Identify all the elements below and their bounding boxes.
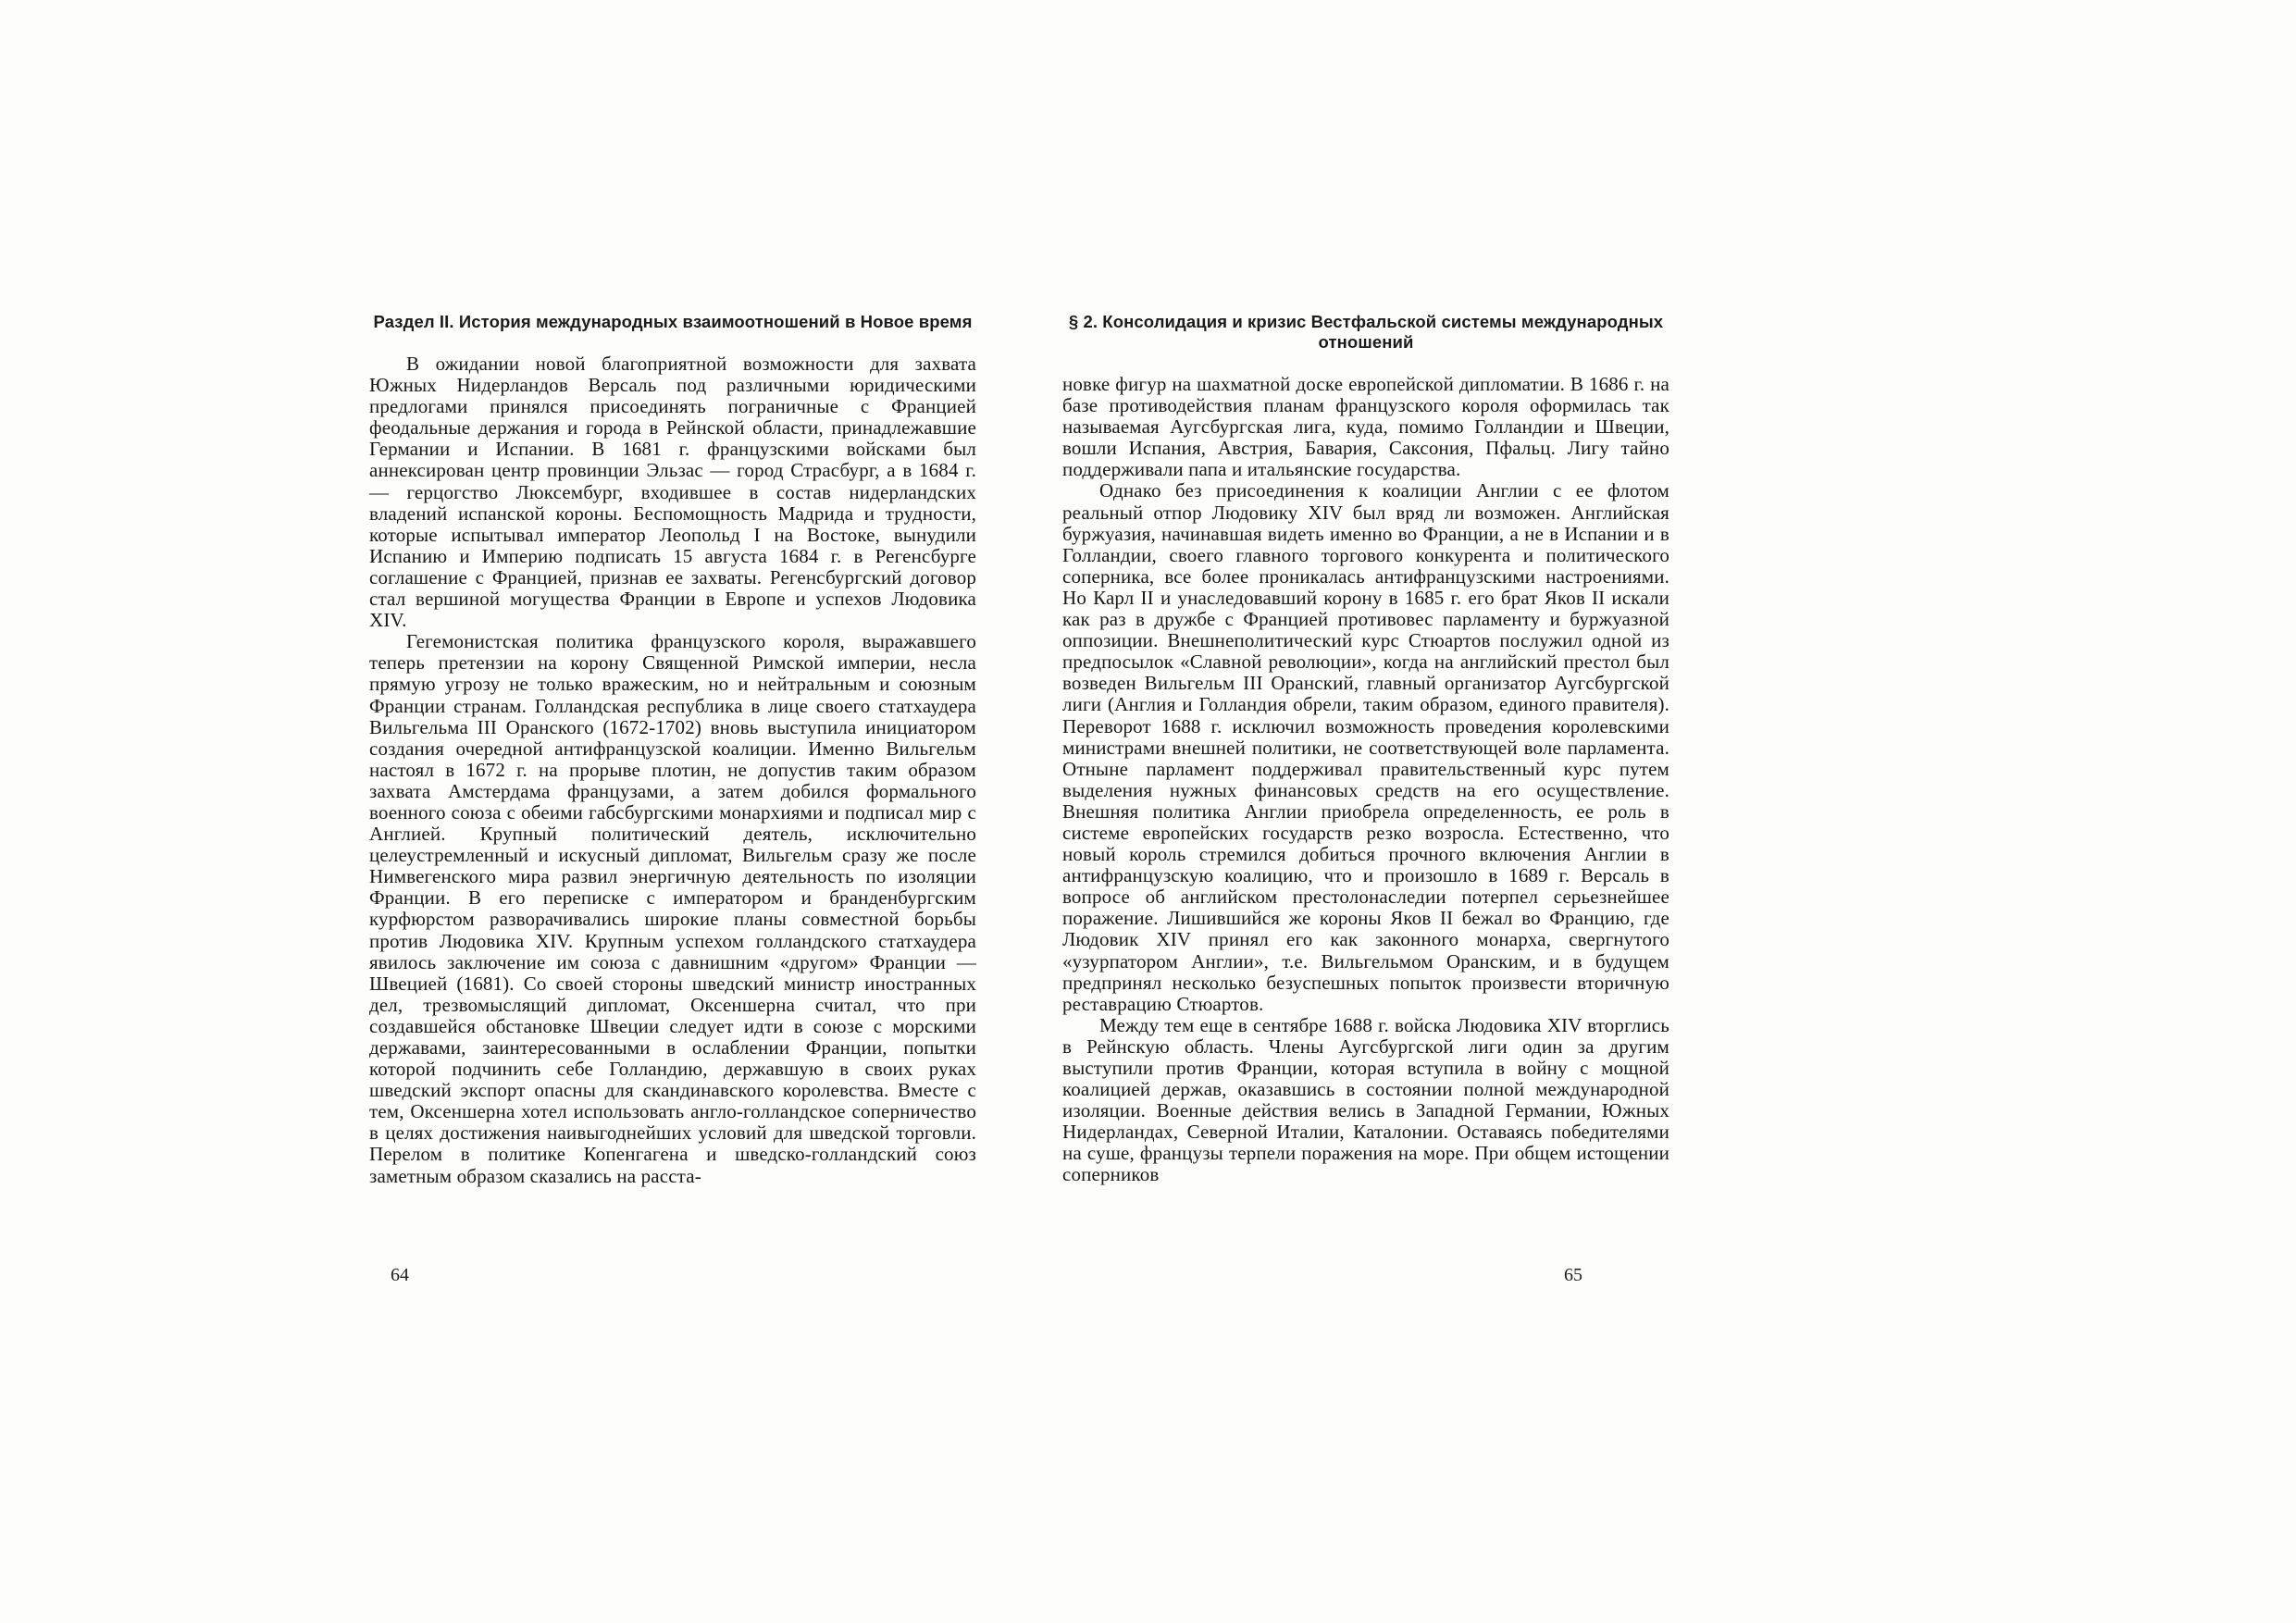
right-page-body [1062,374,1669,1186]
page-number-left: 64 [391,1265,409,1285]
paragraph: В ожидании новой благоприятной возможности для захвата Южных Нидерландов Версаль под различными юридическими предлогами принялся присоединять пограничные с Францией феодальные держания и города в Рейнской области, принадлежавшие Германии и Испании. В 1681 г. французскими войсками был аннексирован центр провинции Эльзас — город Страсбург, а в 1684 г. — герцогство Люксембург, входившее в состав нидерландских владений испанской короны. Беспомощность Мадрида и трудности, которые испытывал император Леопольд I на Востоке, вынудили Испанию и Империю подписать 15 августа 1684 г. в Регенсбурге соглашение с Францией, признав ее захваты. Регенсбургский договор стал вершиной могущества Франции в Европе и успехов Людовика XIV. [369,353,976,632]
page-number-right: 65 [1564,1265,1582,1285]
paragraph: Однако без присоединения к коалиции Англии с ее флотом реальный отпор Людовику XIV был вряд ли возможен. Английская буржуазия, начинавшая видеть именно во Франции, а не в Испании и в Голландии, своего главного торгового конкурента и политического соперника, все более проникалась антифранцузскими настроениями. Но Карл II и унаследовавший корону в 1685 г. его брат Яков II искали как раз в дружбе с Францией противовес парламенту и буржуазной оппозиции. Внешнеполитический курс Стюартов послужил одной из предпосылок «Славной революции», когда на английский престол был возведен Вильгельм III Оранский, главный организатор Аугсбургской лиги (Англия и Голландия обрели, таким образом, единого правителя). Переворот 1688 г. исключил возможность проведения королевскими министрами внешней политики, не соответствующей воле парламента. Отныне парламент поддерживал правительственный курс путем выделения нужных финансовых средств на его осуществление. Внешняя политика Англии приобрела определенность, ее роль в системе европейских государств резко возросла. Естественно, что новый король стремился добиться прочного включения Англии в антифранцузскую коалицию, что и произошло в 1689 г. Версаль в вопросе об английском престолонаследии потерпел серьезнейшее поражение. Лишившийся же короны Яков II бежал во Францию, где Людовик XIV принял его как законного монарха, свергнутого «узурпатором Англии», т.е. Вильгельмом Оранским, и в будущем предпринял несколько безуспешных попыток произвести вторичную реставрацию Стюартов. [1062,479,1669,1015]
running-header-left: Раздел II. История международных взаимоотношений в Новое время [373,312,973,331]
right-page [1062,312,1669,1330]
left-page [369,312,976,1330]
running-header-right: § 2. Консолидация и кризис Вестфальской системы международных отношений [1068,312,1664,352]
paragraph: Между тем еще в сентябре 1688 г. войска Людовика XIV вторглись в Рейнскую область. Члены Аугсбургской лиги один за другим выступили против Франции, которая вступила в войну с мощной коалицией держав, оказавшись в состоянии полной международной изоляции. Военные действия велись в Западной Германии, Южных Нидерландах, Северной Италии, Каталонии. Оставаясь победителями на суше, французы терпели поражения на море. При общем истощении соперников [1062,1013,1669,1186]
left-page-body [369,353,976,1187]
paragraph: Гегемонистская политика французского короля, выражавшего теперь претензии на корону Священной Римской империи, несла прямую угрозу не только вражеским, но и нейтральным и союзным Франции странам. Голландская республика в лице своего статхаудера Вильгельма III Оранского (1672-1702) вновь выступила инициатором создания очередной антифранцузской коалиции. Именно Вильгельм настоял в 1672 г. на прорыве плотин, не допустив таким образом захвата Амстердама французами, а затем добился формального военного союза с обеими габсбургскими монархиями и подписал мир с Англией. Крупный политический деятель, исключительно целеустремленный и искусный дипломат, Вильгельм сразу же после Нимвегенского мира развил энергичную деятельность по изоляции Франции. В его переписке с императором и бранденбургским курфюрстом разворачивались широкие планы совместной борьбы против Людовика XIV. Крупным успехом голландского статхаудера явилось заключение им союза с давнишним «другом» Франции — Швецией (1681). Со своей стороны шведский министр иностранных дел, трезвомыслящий дипломат, Оксеншерна считал, что при создавшейся обстановке Швеции следует идти в союзе с морскими державами, заинтересованными в ослаблении Франции, попытки которой подчинить себе Голландию, державшую в своих руках шведский экспорт опасны для скандинавского королевства. Вместе с тем, Оксеншерна хотел использовать англо-голландское соперничество в целях достижения наивыгоднейших условий для шведской торговли. Перелом в политике Копенгагена и шведско-голландский союз заметным образом сказались на расста- [369,630,976,1187]
paragraph-continuation: новке фигур на шахматной доске европейской дипломатии. В 1686 г. на базе противодействия планам французского короля оформилась так называемая Аугсбургская лига, куда, помимо Голландии и Швеции, вошли Испания, Австрия, Бавария, Саксония, Пфальц. Лигу тайно поддерживали папа и итальянские государства. [1062,373,1669,481]
